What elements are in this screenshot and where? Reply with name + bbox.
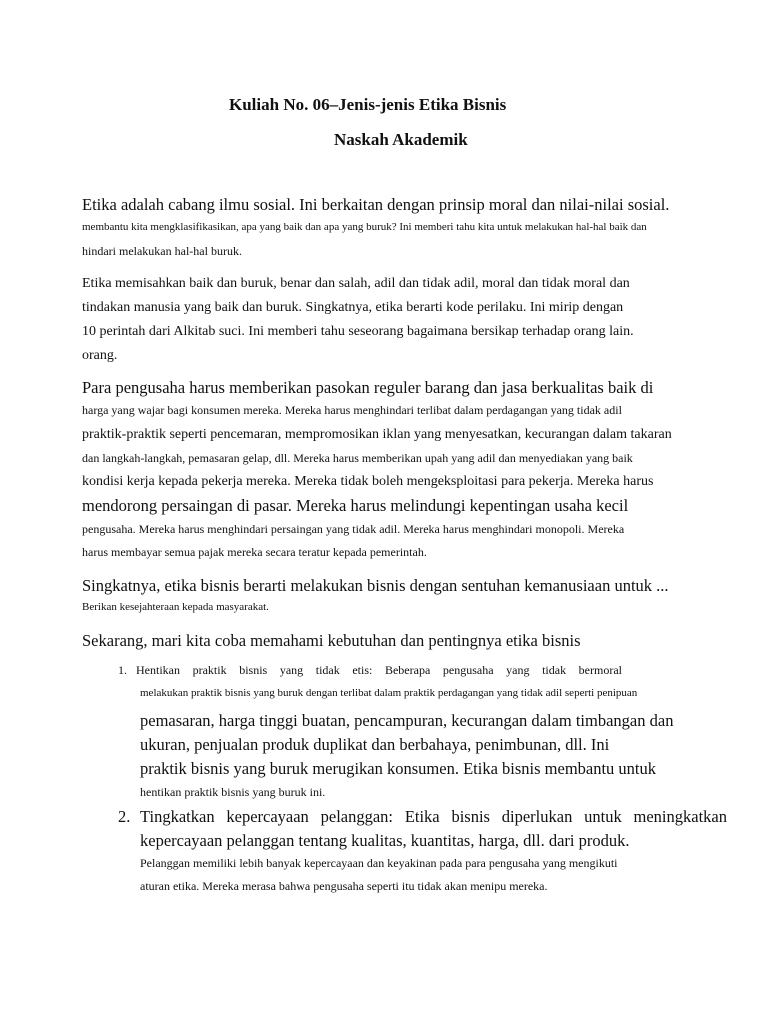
list-line: Tingkatkan kepercayaan pelanggan: Etika bisnis diperlukan untuk meningkatkan (140, 807, 727, 826)
paragraph-line: pengusaha. Mereka harus menghindari persaingan yang tidak adil. Mereka harus menghindari monopoli. Mereka (82, 522, 625, 536)
document-subtitle: Naskah Akademik (334, 130, 468, 149)
paragraph-line: hindari melakukan hal-hal buruk. (82, 244, 242, 258)
list-line: Hentikan praktik bisnis yang tidak etis: Beberapa pengusaha yang tidak bermoral (136, 663, 622, 677)
paragraph-line: 10 perintah dari Alkitab suci. Ini memberi tahu seseorang bagaimana bersikap terhadap orang lain. (82, 324, 634, 339)
list-line: praktik bisnis yang buruk merugikan konsumen. Etika bisnis membantu untuk (140, 759, 657, 778)
list-line: pemasaran, harga tinggi buatan, pencampuran, kecurangan dalam timbangan dan (140, 711, 674, 730)
paragraph-line: Berikan kesejahteraan kepada masyarakat. (82, 601, 269, 613)
paragraph-line: Para pengusaha harus memberikan pasokan reguler barang dan jasa berkualitas baik di (82, 378, 654, 397)
paragraph-line: harus membayar semua pajak mereka secara teratur kepada pemerintah. (82, 545, 427, 559)
list-line: hentikan praktik bisnis yang buruk ini. (140, 785, 326, 799)
paragraph-line: tindakan manusia yang baik dan buruk. Singkatnya, etika berarti kode perilaku. Ini mirip dengan (82, 300, 624, 315)
paragraph-line: membantu kita mengklasifikasikan, apa yang baik dan apa yang buruk? Ini memberi tahu kita untuk melakukan hal-hal baik dan (82, 221, 647, 233)
list-line: ukuran, penjualan produk duplikat dan berbahaya, penimbunan, dll. Ini (140, 735, 610, 754)
list-line: melakukan praktik bisnis yang buruk dengan terlibat dalam praktik perdagangan yang tidak adil seperti penipuan (140, 687, 638, 699)
list-number: 1. (118, 663, 127, 677)
paragraph-line: praktik-praktik seperti pencemaran, mempromosikan iklan yang menyesatkan, kecurangan dalam takaran (82, 427, 672, 442)
list-line: aturan etika. Mereka merasa bahwa pengusaha seperti itu tidak akan menipu mereka. (140, 879, 548, 893)
list-line: kepercayaan pelanggan tentang kualitas, kuantitas, harga, dll. dari produk. (140, 831, 630, 850)
list-number: 2. (118, 807, 131, 826)
paragraph-line: kondisi kerja kepada pekerja mereka. Mereka tidak boleh mengeksploitasi para pekerja. Mereka harus (82, 474, 654, 489)
paragraph-line: Etika memisahkan baik dan buruk, benar dan salah, adil dan tidak adil, moral dan tidak moral dan (82, 276, 630, 291)
section-intro: Sekarang, mari kita coba memahami kebutuhan dan pentingnya etika bisnis (82, 631, 581, 650)
paragraph-line: harga yang wajar bagi konsumen mereka. Mereka harus menghindari terlibat dalam perdagangan yang tidak adil (82, 403, 622, 417)
paragraph-line: mendorong persaingan di pasar. Mereka harus melindungi kepentingan usaha kecil (82, 496, 629, 515)
paragraph-line: Etika adalah cabang ilmu sosial. Ini berkaitan dengan prinsip moral dan nilai-nilai sosial. (82, 195, 670, 214)
list-line: Pelanggan memiliki lebih banyak kepercayaan dan keyakinan pada para pengusaha yang mengikuti (140, 856, 618, 870)
paragraph-line: Singkatnya, etika bisnis berarti melakukan bisnis dengan sentuhan kemanusiaan untuk ... (82, 576, 669, 595)
paragraph-line: orang. (82, 348, 118, 363)
document-title: Kuliah No. 06–Jenis-jenis Etika Bisnis (229, 95, 507, 114)
paragraph-line: dan langkah-langkah, pemasaran gelap, dll. Mereka harus memberikan upah yang adil dan menyediakan yang baik (82, 451, 633, 465)
